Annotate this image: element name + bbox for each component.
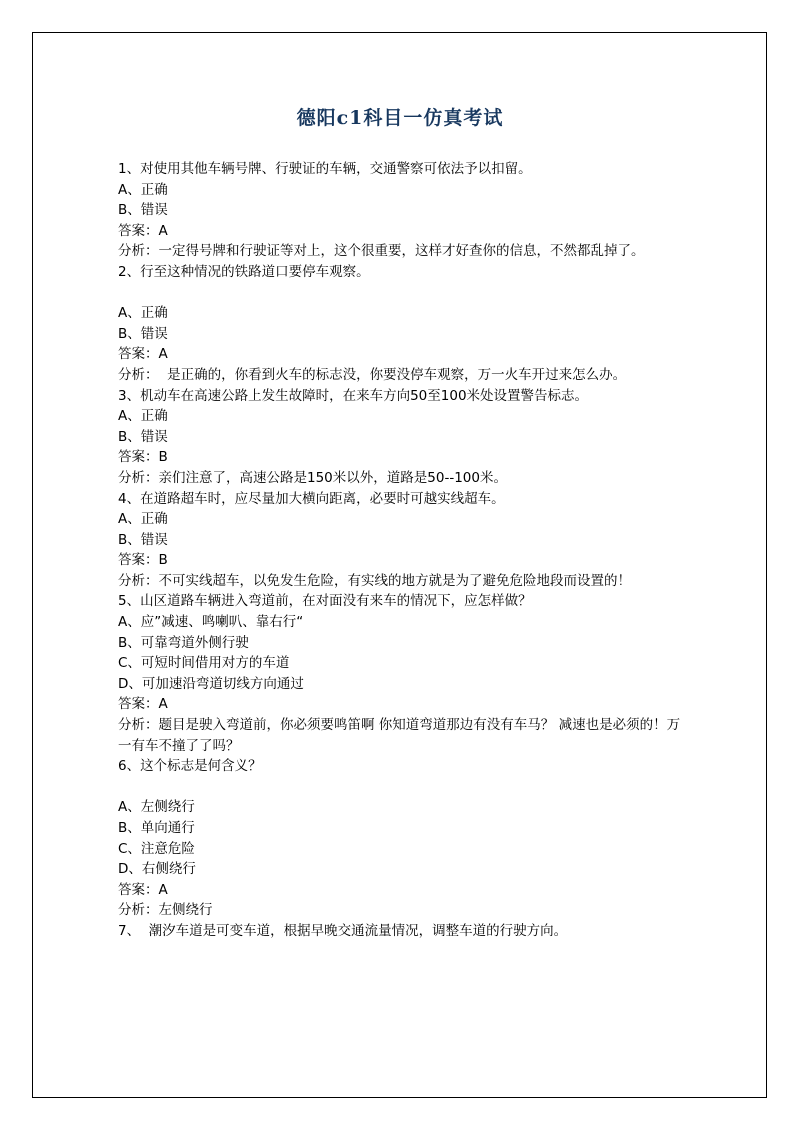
text-line: 分析：不可实线超车，以免发生危险，有实线的地方就是为了避免危险地段而设置的！ [118, 572, 631, 589]
text-line: 7、 潮汐车道是可变车道，根据早晚交通流量情况，调整车道的行驶方向。 [118, 922, 568, 939]
text-line: A、正确 [118, 408, 168, 425]
text-line: 分析：一定得号牌和行驶证等对上，这个很重要，这样才好查你的信息，不然都乱掉了。 [118, 243, 645, 260]
text-line [118, 283, 693, 304]
text-line: 分析：左侧绕行 [118, 902, 213, 919]
text-line: 4、在道路超车时，应尽量加大横向距离，必要时可越实线超车。 [118, 490, 505, 507]
text-line: 答案：A [118, 346, 168, 363]
text-line: B、错误 [118, 428, 168, 445]
text-line: D、可加速沿弯道切线方向通过 [118, 675, 304, 692]
text-line: C、注意危险 [118, 840, 195, 857]
text-line: 1、对使用其他车辆号牌、行驶证的车辆，交通警察可依法予以扣留。 [118, 161, 532, 177]
text-line: 答案：B [118, 552, 168, 569]
document-title: 德阳c1科目一仿真考试 [296, 107, 504, 129]
text-line: 答案：A [118, 881, 168, 898]
text-line: 5、山区道路车辆进入弯道前，在对面没有来车的情况下，应怎样做？ [118, 593, 532, 610]
text-line: 分析：题目是驶入弯道前，你必须要鸣笛啊 你知道弯道那边有没有车马？ 减速也是必须的！万一有车不撞了了吗？ [118, 717, 681, 754]
text-line: 答案：B [118, 449, 168, 466]
text-line: B、错误 [118, 531, 168, 548]
text-line: 分析：亲们注意了，高速公路是150米以外，道路是50--100米。 [118, 469, 507, 486]
text-line: A、左侧绕行 [118, 799, 195, 816]
text-line: C、可短时间借用对方的车道 [118, 655, 290, 672]
text-line: B、错误 [118, 202, 168, 219]
text-line: A、正确 [118, 305, 168, 322]
exam-content [118, 159, 693, 942]
text-line: A、正确 [118, 511, 168, 528]
text-line: B、可靠弯道外侧行驶 [118, 634, 249, 651]
text-line: A、应”减速、鸣喇叭、靠右行“ [118, 614, 304, 631]
text-line: 6、这个标志是何含义？ [118, 758, 262, 775]
text-line: 分析： 是正确的，你看到火车的标志没，你要没停车观察，万一火车开过来怎么办。 [118, 366, 627, 383]
text-line: A、正确 [118, 181, 168, 198]
text-line: 答案：A [118, 696, 168, 713]
text-line: 2、行至这种情况的铁路道口要停车观察。 [118, 263, 370, 280]
text-line: D、右侧绕行 [118, 861, 196, 878]
text-line: B、单向通行 [118, 820, 195, 836]
text-line [118, 777, 693, 798]
text-line: 3、机动车在高速公路上发生故障时，在来车方向50至100米处设置警告标志。 [118, 387, 589, 404]
text-line: 答案：A [118, 222, 168, 239]
text-line: B、错误 [118, 325, 168, 342]
